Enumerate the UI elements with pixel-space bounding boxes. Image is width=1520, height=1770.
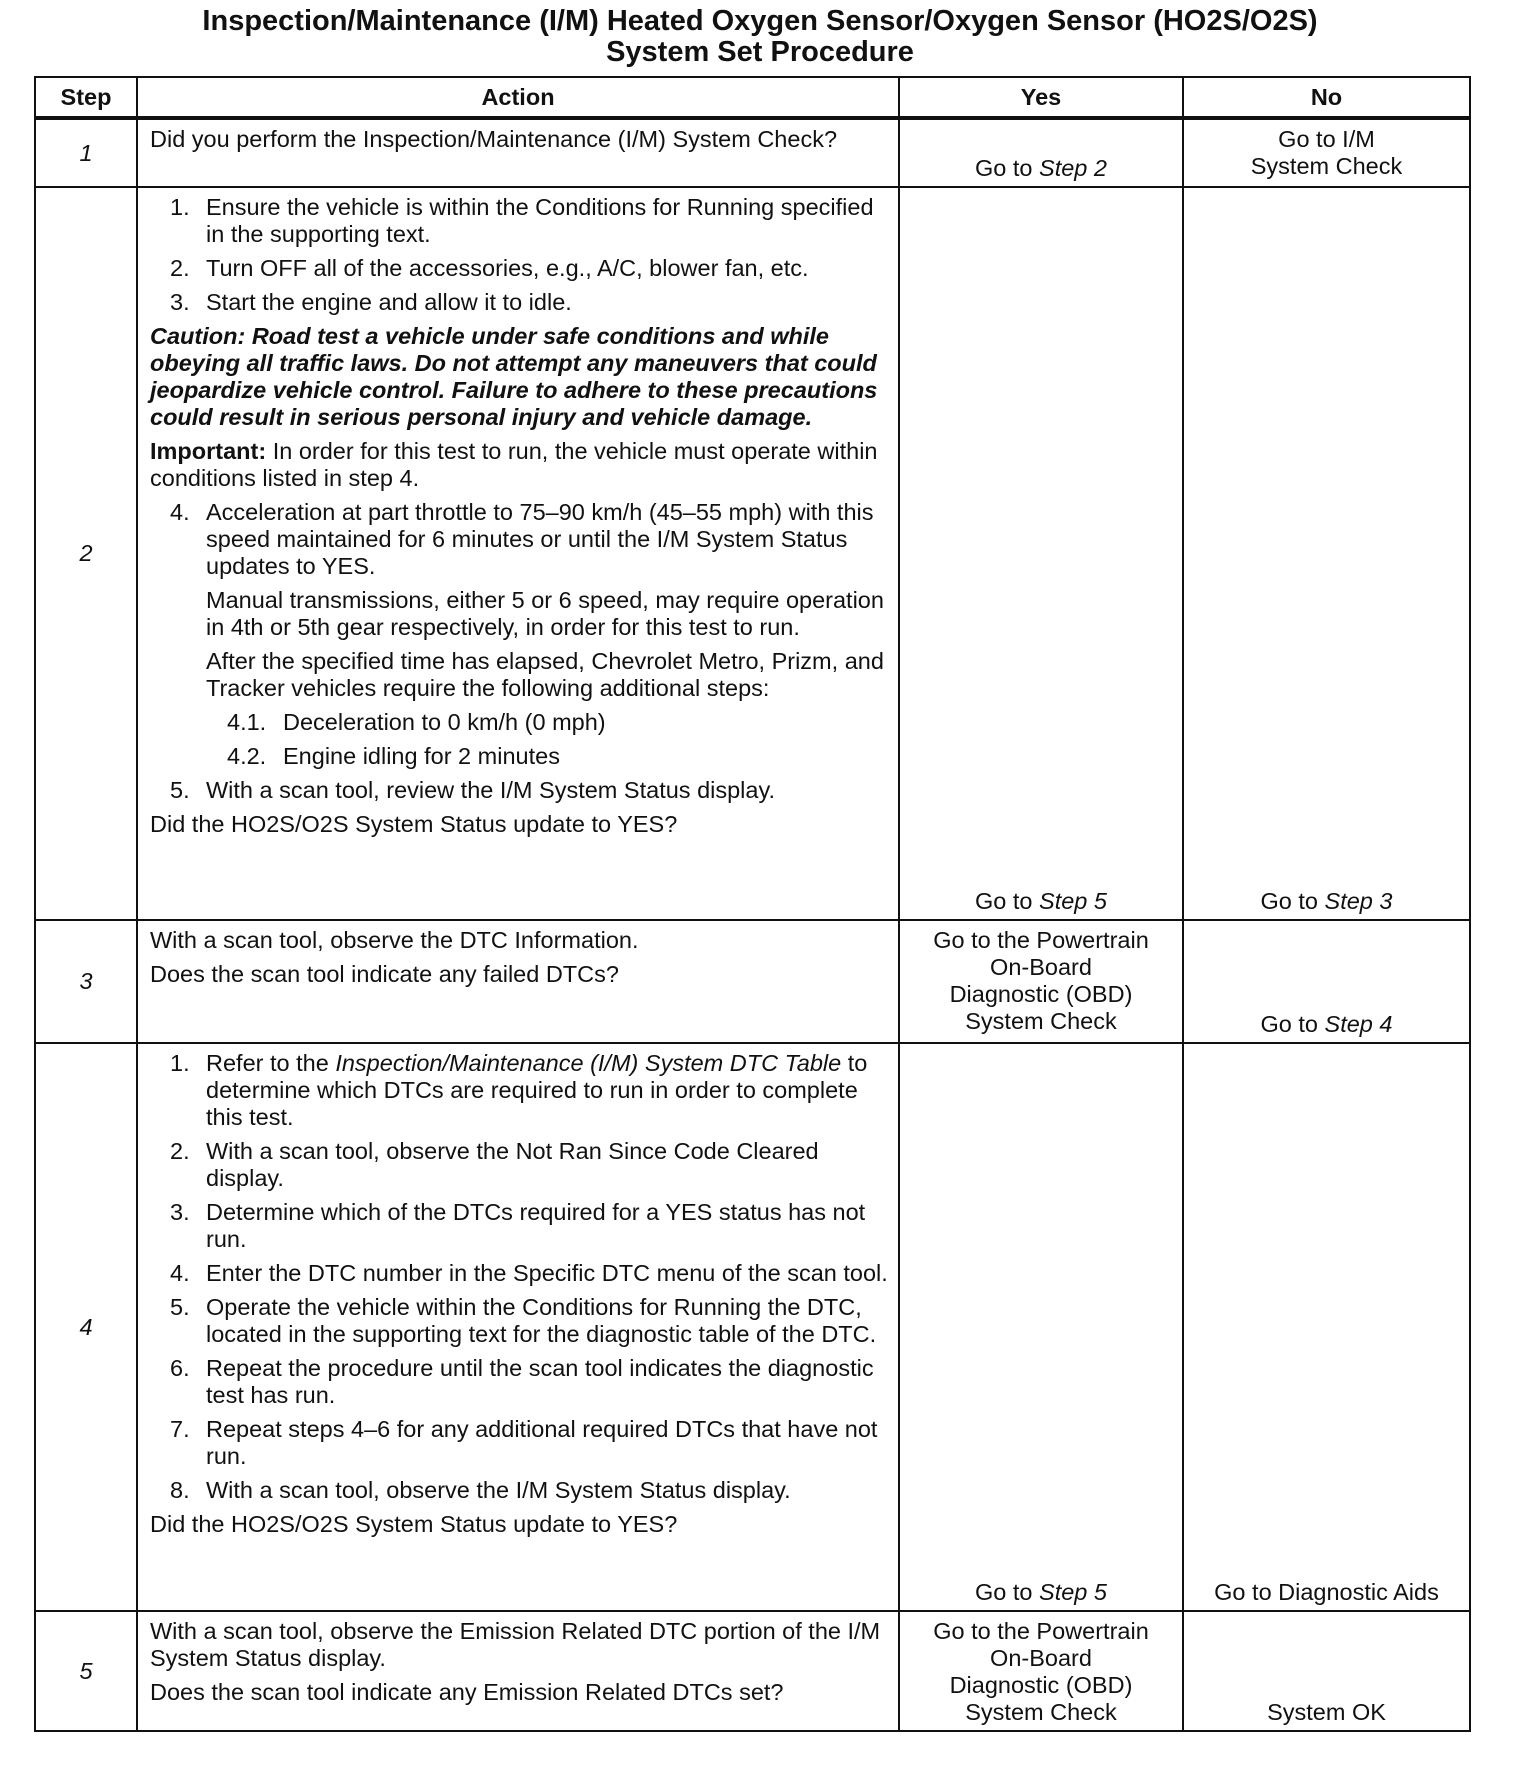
list-item: 2. With a scan tool, observe the Not Ran Since Code Cleared display. xyxy=(170,1138,819,1191)
yes-line: System Check xyxy=(965,1008,1117,1034)
action-cell xyxy=(137,187,899,920)
step-number: 2 xyxy=(35,187,137,920)
yes-cell xyxy=(899,1043,1183,1611)
additional-steps-note: After the specified time has elapsed, Chevrolet Metro, Prizm, and Tracker vehicles require the following additional steps: xyxy=(206,648,884,701)
action-cell xyxy=(137,1611,899,1731)
no-cell xyxy=(1183,920,1470,1043)
no-line-2: System Check xyxy=(1250,153,1403,179)
no-cell xyxy=(1183,187,1470,920)
manual-transmission-note: Manual transmissions, either 5 or 6 speed, may require operation in 4th or 5th gear respectively, in order for this test to run. xyxy=(206,587,884,640)
no-step-ref: Step 4 xyxy=(1324,1011,1393,1037)
list-item: 5. Operate the vehicle within the Conditions for Running the DTC, located in the supporting text for the diagnostic table of the DTC. xyxy=(170,1294,877,1347)
table-row-step-5 xyxy=(35,1611,1470,1731)
yes-line: System Check xyxy=(965,1699,1117,1725)
list-item: 6. Repeat the procedure until the scan tool indicates the diagnostic test has run. xyxy=(170,1355,874,1408)
yes-cell xyxy=(899,920,1183,1043)
sub-list-item: 4.1. Deceleration to 0 km/h (0 mph) xyxy=(227,709,606,735)
dtc-table-reference: Inspection/Maintenance (I/M) System DTC Table xyxy=(335,1050,842,1076)
list-item: 4. Acceleration at part throttle to 75–90 km/h (45–55 mph) with this speed maintained for 6 minutes or until the I/M System Status updates to YES. xyxy=(170,499,874,579)
header-action: Action xyxy=(137,77,899,118)
table-row-step-3 xyxy=(35,920,1470,1043)
caution-note: Caution: Road test a vehicle under safe conditions and while obeying all traffic laws. Do not attempt any maneuvers that could jeopardize vehicle control. Failure to adhere to these precautions could result in serious personal injury and vehicle damage. xyxy=(150,323,878,430)
action-question: Did you perform the Inspection/Maintenance (I/M) System Check? xyxy=(150,126,838,152)
yes-line: On-Board xyxy=(990,954,1092,980)
list-item: 3. Determine which of the DTCs required for a YES status has not run. xyxy=(170,1199,866,1252)
no-cell xyxy=(1183,1043,1470,1611)
list-item: 1. Ensure the vehicle is within the Conditions for Running specified in the supporting text. xyxy=(170,194,874,247)
list-item: 5. With a scan tool, review the I/M System Status display. xyxy=(170,777,776,803)
step-number: 1 xyxy=(35,118,137,187)
action-cell xyxy=(137,1043,899,1611)
important-label: Important: xyxy=(150,438,267,464)
title-line-1: Inspection/Maintenance (I/M) Heated Oxygen Sensor/Oxygen Sensor (HO2S/O2S) xyxy=(202,5,1318,37)
yes-cell xyxy=(899,187,1183,920)
list-item: 8. With a scan tool, observe the I/M System Status display. xyxy=(170,1477,791,1503)
header-step: Step xyxy=(35,77,137,118)
important-text: In order for this test to run, the vehicle must operate within conditions listed in step 4. xyxy=(150,438,878,491)
action-cell xyxy=(137,118,899,187)
action-cell xyxy=(137,920,899,1043)
yes-cell xyxy=(899,118,1183,187)
list-item: 1. Refer to the Inspection/Maintenance (I/M) System DTC Table to determine which DTCs are required to run in order to complete this test. xyxy=(170,1050,868,1130)
table-row-step-2 xyxy=(35,187,1470,920)
yes-line: Go to the Powertrain xyxy=(933,927,1149,953)
yes-line: On-Board xyxy=(990,1645,1092,1671)
go-to-text: Go to xyxy=(975,1579,1033,1605)
no-step-ref: Step 3 xyxy=(1324,888,1393,914)
yes-line: Diagnostic (OBD) xyxy=(949,1672,1133,1698)
go-to-text: Go to xyxy=(1260,1011,1318,1037)
no-line-1: Go to I/M xyxy=(1278,126,1375,152)
list-item: 4. Enter the DTC number in the Specific DTC menu of the scan tool. xyxy=(170,1260,888,1286)
step-number: 5 xyxy=(35,1611,137,1731)
list-item: 2. Turn OFF all of the accessories, e.g., A/C, blower fan, etc. xyxy=(170,255,809,281)
list-item: 7. Repeat steps 4–6 for any additional required DTCs that have not run. xyxy=(170,1416,878,1469)
action-instruction: With a scan tool, observe the Emission Related DTC portion of the I/M System Status display. xyxy=(150,1618,881,1671)
table-row-step-4 xyxy=(35,1043,1470,1611)
page-title xyxy=(0,6,1520,68)
step-number: 3 xyxy=(35,920,137,1043)
action-question: Did the HO2S/O2S System Status update to YES? xyxy=(150,811,678,837)
action-question: Did the HO2S/O2S System Status update to YES? xyxy=(150,1511,678,1537)
go-to-text: Go to xyxy=(975,888,1033,914)
go-to-text: Go to xyxy=(975,155,1033,181)
yes-cell xyxy=(899,1611,1183,1731)
sub-list-item: 4.2. Engine idling for 2 minutes xyxy=(227,743,560,769)
yes-line: Diagnostic (OBD) xyxy=(949,981,1133,1007)
yes-step-ref: Step 2 xyxy=(1039,155,1107,181)
yes-step-ref: Step 5 xyxy=(1039,1579,1107,1605)
important-note xyxy=(150,438,890,492)
action-question: Does the scan tool indicate any Emission Related DTCs set? xyxy=(150,1679,784,1705)
no-text: Go to Diagnostic Aids xyxy=(1214,1579,1439,1605)
yes-step-ref: Step 5 xyxy=(1039,888,1107,914)
yes-line: Go to the Powertrain xyxy=(933,1618,1149,1644)
action-question: Does the scan tool indicate any failed DTCs? xyxy=(150,961,619,987)
procedure-table xyxy=(34,76,1471,1732)
title-line-2: System Set Procedure xyxy=(606,36,914,68)
table-row-step-1 xyxy=(35,118,1470,187)
action-instruction: With a scan tool, observe the DTC Information. xyxy=(150,927,639,953)
table-header-row xyxy=(35,77,1470,118)
no-cell xyxy=(1183,118,1470,187)
header-no: No xyxy=(1183,77,1470,118)
no-text: System OK xyxy=(1267,1699,1386,1725)
header-yes: Yes xyxy=(899,77,1183,118)
no-cell xyxy=(1183,1611,1470,1731)
go-to-text: Go to xyxy=(1260,888,1318,914)
step-number: 4 xyxy=(35,1043,137,1611)
list-item: 3. Start the engine and allow it to idle. xyxy=(170,289,572,315)
